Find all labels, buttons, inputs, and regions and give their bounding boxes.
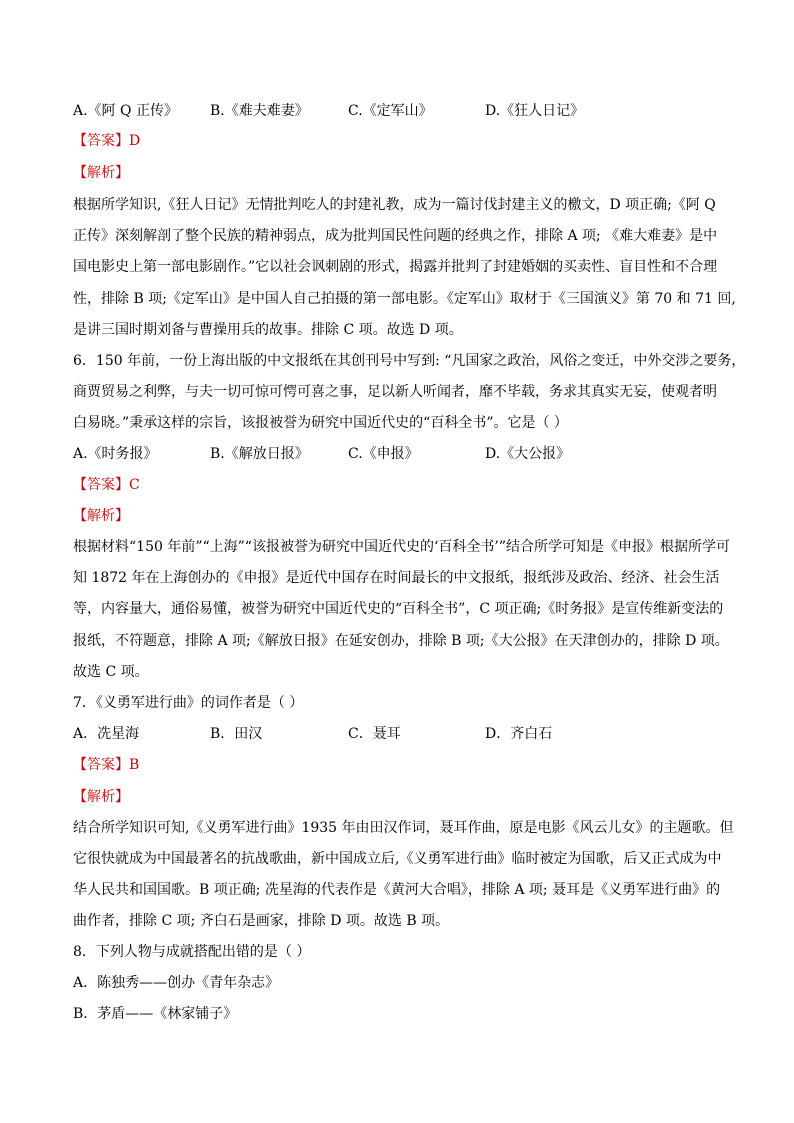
q6-explanation-line-2: 知 1872 年在上海创办的《申报》是近代中国存在时间最长的中文报纸，报纸涉及政治、经济、社会生活 [73,570,720,586]
q5-explanation-line-4: 性，排除 B 项;《定军山》是中国人自己拍摄的第一部电影。《定军山》取材于《三国演义》第 70 和 71 回, [73,291,736,307]
q6-option-a: A.《时务报》 [73,446,158,462]
q6-analysis-label: 【解析】 [73,508,129,524]
q5-explanation-line-5: 是讲三国时期刘备与曹操用兵的故事。排除 C 项。故选 D 项。 [73,322,463,338]
q6-option-d: D.《大公报》 [485,446,571,462]
q5-explanation-line-3: 国电影史上第一部电影剧作。”它以社会讽刺剧的形式，揭露并批判了封建婚姻的买卖性、盲目性和不合理 [73,259,718,275]
q5-explanation-line-2: 正传》深刻解剖了整个民族的精神弱点，成为批判国民性问题的经典之作，排除 A 项; 《难大难妻》是中 [73,228,718,244]
q8-stem: 8．下列人物与成就搭配出错的是（ ） [73,944,311,960]
q7-option-a: A．冼星海 [73,726,140,742]
q5-answer-value: D [129,133,141,149]
q7-analysis-label: 【解析】 [73,789,129,805]
q7-explanation-line-2: 它很快就成为中国最著名的抗战歌曲，新中国成立后,《义勇军进行曲》临时被定为国歌，后又正式成为中 [73,851,722,867]
q5-explanation-line-1: 根据所学知识,《狂人日记》无情批判吃人的封建礼教，成为一篇讨伐封建主义的檄文，D 项正确;《阿 Q [73,197,716,213]
q6-answer-value: C [129,477,140,493]
q6-stem-line-2: 商贾贸易之利弊，与夫一切可惊可愕可喜之事，足以新人听闻者，靡不毕载，务求其真实无妄，使观者明 [73,384,717,400]
q7-option-d: D．齐白石 [485,726,553,742]
q6-answer [73,475,140,495]
q5-answer-label: 【答案】 [73,133,129,149]
q5-option-c: C.《定军山》 [348,103,433,119]
q6-option-c: C.《申报》 [348,446,419,462]
q7-explanation-line-1: 结合所学知识可知,《义勇军进行曲》1935 年由田汉作词，聂耳作曲，原是电影《风云儿女》的主题歌。但 [73,820,734,836]
q7-option-b: B．田汉 [210,726,263,742]
q5-option-d: D.《狂人日记》 [485,103,585,119]
q7-explanation-line-3: 华人民共和国国歌。B 项正确; 冼星海的代表作是《黄河大合唱》，排除 A 项; 聂耳是《义勇军进行曲》的 [73,882,721,898]
q6-answer-label: 【答案】 [73,477,129,493]
q6-stem-line-3: 白易晓。”秉承这样的宗旨，该报被誉为研究中国近代史的“百科全书”。它是（ ） [73,415,568,431]
q6-explanation-line-3: 等，内容量大，通俗易懂，被誉为研究中国近代史的“百科全书”，C 项正确;《时务报》是宣传维新变法的 [73,601,724,617]
q7-answer-label: 【答案】 [73,757,129,773]
q7-option-c: C．聂耳 [348,726,401,742]
q8-option-b: B．茅盾——《林家铺子》 [73,1006,238,1022]
q6-explanation-line-5: 故选 C 项。 [73,664,149,680]
q7-stem: 7．《义勇军进行曲》的词作者是（ ） [73,695,304,711]
q7-explanation-line-4: 曲作者，排除 C 项; 齐白石是画家，排除 D 项。故选 B 项。 [73,913,450,929]
q5-answer [73,131,140,151]
q7-answer [73,755,139,775]
q7-answer-value: B [129,757,140,773]
q5-option-b: B.《难夫难妻》 [210,103,309,119]
q8-option-a: A．陈独秀——创办《青年杂志》 [73,975,280,991]
q6-explanation-line-1: 根据材料“150 年前”“上海”“该报被誉为研究中国近代史的‘百科全书’”结合所学可知是《申报》根据所学可 [73,539,731,555]
q5-analysis-label: 【解析】 [73,165,129,181]
q6-stem-line-1: 6．150 年前，一份上海出版的中文报纸在其创刊号中写到: “凡国家之政治，风俗之变迁，中外交涉之要务， [73,353,746,369]
q5-option-a: A.《阿 Q 正传》 [73,103,178,119]
q6-option-b: B.《解放日报》 [210,446,309,462]
q6-explanation-line-4: 报纸，不符题意，排除 A 项;《解放日报》在延安创办，排除 B 项;《大公报》在天津创办的，排除 D 项。 [73,633,729,649]
